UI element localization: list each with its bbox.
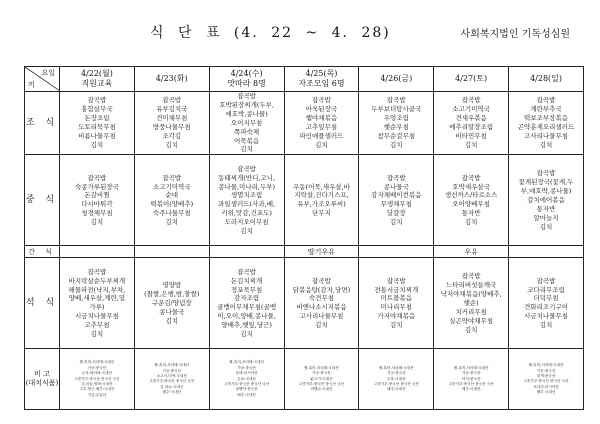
menu-item: 도라지오이무침 — [224, 218, 269, 227]
menu-item: 알마늘지 — [533, 213, 559, 222]
menu-item: 아욱된장국 — [305, 105, 338, 114]
menu-item: 고춧가루:중국산 중국산 국산 — [523, 379, 569, 384]
day-date: 4/23(화) — [155, 74, 188, 83]
corner-meal-label: 끼 — [28, 81, 35, 89]
menu-item: 배추:국내산 — [536, 390, 556, 395]
menu-item: 통자반 — [536, 204, 556, 213]
menu-item: 호박새우살국 — [452, 182, 490, 191]
menu-item: (찹쌀,은행,밤,찰쌀) — [144, 289, 200, 298]
menu-item: 고춧가루:중국산 중국산 국산 — [74, 376, 120, 381]
menu-item: 생멸치조림 — [230, 191, 263, 200]
menu-item: 양배추,햇잎,당근) — [221, 321, 272, 330]
menu-item: 잡곡밥 — [87, 173, 107, 182]
menu-item: 김,마늘,양파:국내산 — [81, 382, 113, 387]
menu-item: 구운김/양념장 — [151, 298, 192, 307]
breakfast-row — [25, 92, 584, 155]
menu-item: 김치 — [390, 321, 403, 330]
day-header — [359, 67, 434, 92]
menu-item: 낙지야채볶음(양배추, — [440, 289, 502, 298]
menu-cell — [509, 258, 584, 349]
menu-item: 고춧가루:중국산 중국산 국산 — [298, 382, 345, 387]
menu-item: 다시마튀각 — [81, 200, 113, 209]
menu-item: 시금치나물무침 — [74, 312, 119, 321]
menu-cell — [209, 258, 284, 349]
menu-cell — [134, 92, 209, 155]
menu-item: 곤약훈제오리샐러드 — [517, 123, 575, 132]
menu-item: 코다리:러시아산 — [533, 384, 559, 389]
menu-item: 계란부추국 — [530, 105, 562, 114]
page-title: 식 단 표 (4. 22 ~ 4. 28) — [150, 25, 391, 41]
menu-item: 김치 — [90, 330, 104, 339]
menu-item: 도토리묵무침 — [78, 123, 116, 132]
menu-item: 고사리나물무침 — [299, 312, 344, 321]
menu-item: 동태찌개(반디,고니, — [218, 173, 276, 182]
menu-item: 김,마늘:국내산 — [160, 384, 184, 389]
menu-item: 닭볶음탕(감자,당면) — [292, 285, 351, 294]
menu-item: 잡곡밥 — [386, 96, 406, 105]
menu-item: 잡곡밥 — [536, 96, 556, 105]
day-date: 4/22(월) — [80, 69, 113, 78]
menu-item: 쌀,흑미,서리태:국내산 — [154, 363, 190, 368]
menu-cell — [509, 92, 584, 155]
menu-item: 숙콩가루된장국 — [74, 182, 119, 191]
menu-item: 닭고기:국내산 — [310, 376, 333, 381]
menu-item: 부,애호박,콩나물) — [520, 186, 572, 195]
meal-label: 비 고 (대치식품) — [25, 349, 60, 410]
menu-item: 쌀,흑미,서리태:국내산 — [79, 360, 115, 365]
menu-item: 전통시금치찌개 — [374, 285, 419, 294]
meal-label: 간 식 — [25, 246, 60, 258]
organization-name: 사회복지법인 기독성심원 — [460, 29, 570, 40]
day-note: 자조모임 6명 — [298, 79, 345, 88]
menu-item: 김치 — [315, 140, 328, 149]
menu-cell — [60, 155, 135, 246]
menu-item: 고춧가루:중국산 중국산 국산 — [373, 382, 419, 387]
menu-cell — [284, 349, 359, 410]
menu-cell — [134, 246, 209, 258]
menu-item: 미나리무침 — [380, 303, 412, 312]
menu-item: 파인애플샐러드 — [299, 132, 344, 141]
menu-cell — [509, 349, 584, 410]
menu-item: 가루) — [89, 303, 105, 312]
menu-cell — [60, 349, 135, 410]
menu-item: 정포묵무침 — [230, 285, 263, 294]
menu-cell — [209, 349, 284, 410]
day-note: 맛따라 8명 — [227, 79, 266, 88]
menu-item: 이,오이,양배,콩나물, — [217, 312, 276, 321]
menu-item: 비엔나소시지볶음 — [296, 303, 347, 312]
menu-item: 김치 — [240, 330, 253, 339]
day-date: 4/27(토) — [455, 74, 488, 83]
menu-cell — [284, 258, 359, 349]
menu-item: 생선까스/타르소스 — [444, 191, 498, 200]
menu-item: 잡곡밥 — [536, 169, 556, 178]
meal-label: 조 식 — [25, 92, 60, 155]
menu-item: 잡곡밥 — [312, 276, 331, 285]
menu-item: 조각김 — [162, 132, 182, 141]
menu-item: 유부,가조오루씨) — [297, 200, 346, 209]
menu-item: 딸기우유 — [307, 247, 335, 256]
menu-item: 김치 — [240, 227, 253, 236]
menu-item: 두부보더탕사골국 — [371, 105, 422, 114]
header-row — [25, 67, 584, 92]
menu-item: 배추:국내산 — [387, 387, 406, 392]
menu-item: 유부김치국 — [156, 105, 188, 114]
menu-item: 고춧가루:중국산 중국산 국산 — [448, 382, 494, 387]
menu-cell — [134, 349, 209, 410]
menu-item: 단무지 — [312, 209, 331, 218]
menu-cell — [60, 258, 135, 349]
menu-item: 돈김치찌개 — [230, 276, 263, 285]
menu-item: 고춧가루:중국산 중국산 국산 — [149, 379, 195, 384]
day-header — [60, 67, 135, 92]
menu-item: 숙주나물무침 — [152, 209, 191, 218]
menu-cell — [359, 246, 434, 258]
menu-cell — [209, 155, 284, 246]
menu-item: 바지락살순두부찌개 — [68, 276, 126, 285]
menu-item: 오이양배무침 — [452, 200, 490, 209]
menu-item: 양배,새우살,계란,밀 — [68, 294, 126, 303]
menu-item: 우유 — [464, 247, 478, 256]
menu-item: 잡곡밥 — [237, 92, 257, 100]
menu-item: 가공:중국산 — [387, 371, 406, 376]
menu-item: 미트볼볶음 — [380, 294, 412, 303]
menu-item: 김치 — [539, 222, 553, 231]
menu-item: 우동(어묵,새우살,바 — [293, 182, 350, 191]
menu-item: 비타민무침 — [455, 132, 487, 141]
menu-item: 코다리무조림 — [527, 285, 565, 294]
menu-item: 콩나물국 — [159, 307, 185, 316]
menu-cell — [284, 155, 359, 246]
snack-row — [25, 246, 584, 258]
menu-item: 방풍나물무침 — [152, 123, 191, 132]
menu-item: 골뱅이:중국산 — [235, 387, 258, 392]
menu-item: 잡곡밥 — [87, 96, 107, 105]
menu-item: 쌀,흑미,서리태:국내산 — [378, 365, 414, 370]
menu-item: 가공:중국산 — [461, 371, 481, 376]
menu-item: 청경채무침 — [81, 209, 113, 218]
menu-item: 잡곡밥 — [87, 267, 107, 276]
menu-item: 배추:국내산 — [237, 392, 256, 397]
menu-item: 떡볶이(양배추) — [150, 200, 194, 209]
day-date: 4/25(목) — [305, 69, 338, 78]
menu-item: 고사리나물무침 — [524, 132, 568, 141]
menu-item: 오이지무침 — [230, 118, 263, 127]
menu-item: 참무순겉무침 — [377, 132, 416, 141]
menu-item: 쌀,흑미,서리태:국내산 — [453, 365, 489, 370]
menu-item: 키위,맛감,건포도) — [221, 209, 272, 218]
menu-item: 실곤약야채무침 — [449, 316, 494, 325]
menu-item: 꽃게된장국(꽃게,두 — [518, 178, 574, 187]
menu-item: 콩나물,미나리,두부) — [218, 182, 276, 191]
menu-item: 쌀,흑미,서리태:국내산 — [229, 360, 264, 365]
menu-cell — [60, 92, 135, 155]
menu-item: 쌀,흑미,서리태:국내산 — [528, 363, 564, 368]
menu-item: 어묵볶음 — [234, 136, 260, 145]
menu-item: 김치 — [90, 140, 104, 149]
menu-item: 낙지:중국산 — [461, 376, 481, 381]
menu-item: 잡곡밥 — [237, 164, 257, 173]
menu-item: 김치 — [165, 140, 179, 149]
lunch-row — [25, 155, 584, 246]
menu-item: 돈장조림 — [84, 114, 110, 123]
menu-cell — [134, 155, 209, 246]
menu-item: 잡곡밥 — [386, 276, 406, 285]
menu-item: 해물파전(낙지,부차, — [68, 285, 126, 294]
menu-item: 잡곡밥 — [162, 96, 182, 105]
menu-item: 소고기미역국 — [452, 105, 490, 114]
menu-item: 감자조림 — [234, 294, 260, 303]
day-header — [284, 67, 359, 92]
menu-item: 쪽파숙채 — [234, 127, 260, 136]
menu-item: 비엔나:국내산 — [310, 387, 333, 392]
menu-cell — [509, 246, 584, 258]
menu-item: 떡보조부장볶음 — [524, 114, 568, 123]
menu-cell — [434, 155, 509, 246]
day-header — [134, 67, 209, 92]
menu-cell — [134, 258, 209, 349]
menu-item: 김치 — [464, 218, 478, 227]
menu-item: 김치 — [390, 140, 403, 149]
day-date: 4/28(일) — [530, 74, 562, 83]
day-header — [434, 67, 509, 92]
menu-item: 무생채무침 — [380, 200, 412, 209]
meal-label: 중 식 — [25, 155, 60, 246]
menu-cell — [434, 349, 509, 410]
menu-cell — [359, 92, 434, 155]
menu-item: 김치 — [90, 218, 104, 227]
menu-cell — [359, 349, 434, 410]
menu-item: 치커리무침 — [455, 307, 487, 316]
menu-item: 기름:수입산 — [87, 392, 107, 397]
day-header — [509, 67, 584, 92]
menu-item: 동태:러시아산 — [235, 371, 258, 376]
menu-cell — [434, 258, 509, 349]
menu-item: 쌀,흑미,서리태:국내산 — [304, 365, 339, 370]
menu-item: 잡곡밥 — [461, 272, 481, 281]
menu-cell — [60, 246, 135, 258]
menu-item: 햄야채볶음 — [305, 114, 338, 123]
menu-item: 김치 — [464, 325, 478, 334]
menu-item: 가지야채볶음 — [377, 312, 416, 321]
menu-item: 잡곡밥 — [237, 267, 257, 276]
day-date: 4/26(금) — [380, 74, 413, 83]
menu-item: 돈육,바지락:국내산 — [81, 371, 112, 376]
menu-item: 소고기미역국 — [152, 182, 191, 191]
menu-item: 가공:중국산 — [312, 371, 331, 376]
notes-row — [25, 349, 584, 410]
menu-item: 달걀장 — [386, 209, 406, 218]
day-note: 직원교육 — [81, 79, 113, 88]
menu-item: 가공:중국산 — [237, 365, 256, 370]
menu-item: 감자채베이컨볶음 — [371, 191, 422, 200]
menu-item: 갈치에어볶음 — [527, 195, 565, 204]
dinner-row — [25, 258, 584, 349]
menu-cell — [209, 246, 284, 258]
menu-item: 잡곡밥 — [461, 96, 481, 105]
menu-table — [24, 66, 584, 410]
menu-item: 햇순) — [463, 298, 479, 307]
menu-item: 우엉조림 — [383, 114, 409, 123]
menu-item: 과일샐러드(사과,배, — [218, 200, 276, 209]
menu-item: 순대 — [165, 191, 179, 200]
menu-item: 김치 — [539, 321, 553, 330]
menu-item: 배추:국내산 — [162, 390, 182, 395]
menu-item: 소고기,미역:국내산 — [156, 373, 187, 378]
menu-item: 가공:중국산 — [162, 368, 182, 373]
menu-item: 잡곡밥 — [461, 173, 481, 182]
menu-item: 골뱅이무채무침(골뱅 — [217, 303, 277, 312]
day-date: 4/24(수) — [230, 69, 263, 78]
menu-item: 콩나물국 — [383, 182, 409, 191]
menu-item: 가공:중국산 — [536, 368, 556, 373]
menu-cell — [434, 92, 509, 155]
menu-item: 느타리버섯들깨국 — [446, 281, 497, 290]
menu-item: 시금치나물무침 — [524, 312, 568, 321]
menu-item: 애호박,콩나물) — [225, 109, 268, 118]
menu-item: 견화리조기구이 — [524, 303, 568, 312]
menu-item: 통자반 — [461, 209, 481, 218]
menu-item: 김치 — [165, 218, 179, 227]
meal-label: 석 식 — [25, 258, 60, 349]
menu-item: 김치 — [390, 218, 403, 227]
menu-item: 잡곡밥 — [386, 173, 406, 182]
menu-cell — [359, 258, 434, 349]
day-header — [209, 67, 284, 92]
menu-item: 견미채무침 — [156, 114, 188, 123]
menu-item: 잡곡밥 — [162, 173, 182, 182]
menu-cell — [284, 246, 359, 258]
menu-item: 비름나물무침 — [78, 132, 116, 141]
menu-cell — [284, 92, 359, 155]
menu-cell — [209, 92, 284, 155]
menu-cell — [359, 155, 434, 246]
menu-item: 돈갈비찜 — [84, 191, 110, 200]
menu-item: 고춧가루:중국산 중국산 국산 — [224, 382, 270, 387]
menu-item: 숙견무침 — [308, 294, 335, 303]
menu-item: 고추,당근,배추:국내산 — [79, 387, 115, 392]
menu-item: 지락살,건다기스프, — [294, 191, 349, 200]
menu-item: 배추:국내산 — [461, 387, 481, 392]
menu-item: 견새우볶음 — [455, 114, 487, 123]
menu-item: 호박된장찌개(두부, — [219, 100, 275, 109]
menu-item: 김치 — [315, 321, 328, 330]
menu-item: 영양밥 — [162, 281, 182, 290]
menu-item: 더덕무침 — [533, 294, 559, 303]
menu-item: 햇순무침 — [383, 123, 409, 132]
menu-cell — [509, 155, 584, 246]
menu-item: 김치 — [464, 140, 478, 149]
menu-item: 김치 — [165, 316, 179, 325]
corner-day-label: 요일 — [41, 69, 55, 77]
menu-item: 고추무침 — [84, 321, 110, 330]
menu-item: 가공:중국산 — [87, 365, 107, 370]
menu-table-body — [25, 92, 584, 410]
menu-item: 꽃게:중국산 — [536, 373, 556, 378]
menu-item: 잡곡밥 — [536, 276, 556, 285]
table-corner-cell — [25, 67, 60, 92]
menu-item: 잡곡밥 — [312, 96, 331, 105]
menu-cell — [434, 246, 509, 258]
menu-item: 돈육:국내산 — [237, 376, 256, 381]
menu-item: 메추리알장조림 — [449, 123, 494, 132]
menu-item: 김치 — [539, 140, 553, 149]
menu-item: 고추잎무침 — [305, 123, 338, 132]
menu-item: 김치 — [240, 145, 253, 154]
menu-item: 홍합살무국 — [81, 105, 113, 114]
menu-item: 돈육:국내산 — [387, 376, 406, 381]
